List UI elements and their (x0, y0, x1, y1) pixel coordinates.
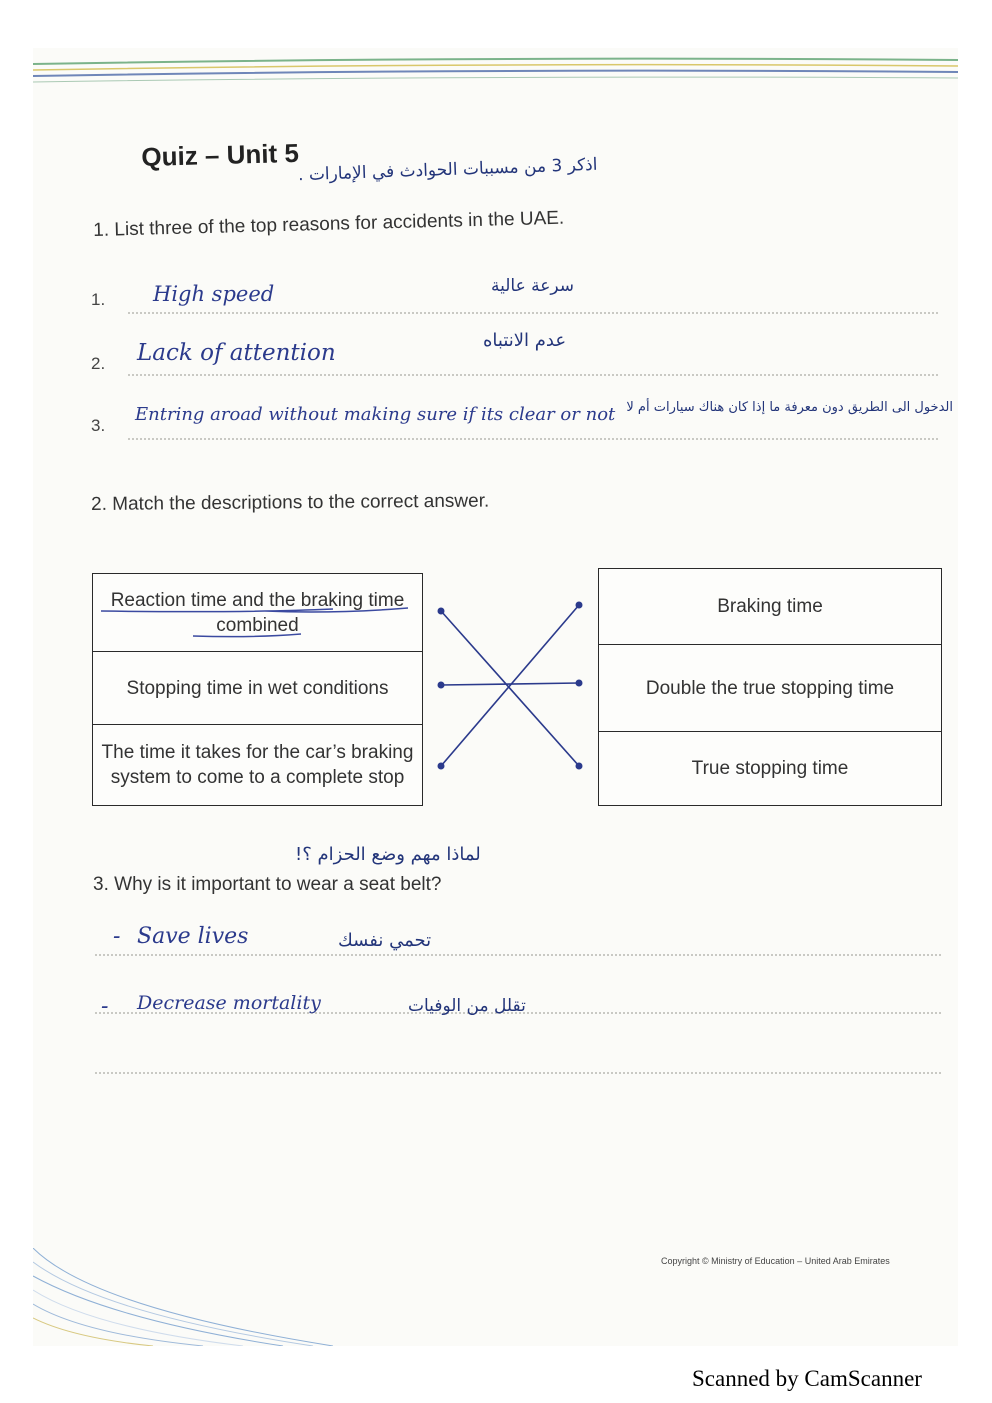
q3-answer-1-text: Save lives (137, 924, 249, 949)
match-dot-left-2 (438, 682, 445, 689)
description-1: Reaction time and the braking time combined (110, 589, 405, 636)
match-dot-right-3 (576, 602, 583, 609)
q3-answer-2-arabic: تقلل من الوفيات (408, 996, 526, 1016)
match-dot-left-1 (438, 608, 445, 615)
q3-answer-2-text: Decrease mortality (137, 992, 321, 1014)
match-dot-left-3 (438, 763, 445, 770)
question-3-text: Why is it important to wear a seat belt? (114, 874, 442, 895)
question-3-arabic-note: لماذا مهم وضع الحزام ؟! (295, 844, 481, 865)
scanner-watermark: Scanned by CamScanner (692, 1366, 922, 1391)
title-arabic-note: اذكر 3 من مسببات الحوادث في الإمارات . (297, 154, 598, 186)
answer-1-text: High speed (153, 282, 275, 306)
answer-3-number: 3. (91, 416, 106, 435)
q3-answer-1-arabic: تحمي نفسك (338, 930, 432, 951)
answer-2-arabic: عدم الانتباه (483, 330, 567, 351)
worksheet-page (33, 48, 958, 1346)
question-3 (93, 874, 442, 896)
matching-lines (33, 48, 958, 1346)
answer-3-arabic-text: الدخول الى الطريق دون معرفة ما إذا كان هناك سيارات أم لا (626, 400, 953, 415)
q3-answer-1-bullet: - (113, 924, 121, 949)
answer-line-q3-1 (95, 954, 941, 956)
corner-decoration (33, 1248, 333, 1346)
question-3-number: 3. (93, 874, 109, 895)
description-2: Stopping time in wet conditions (93, 651, 422, 724)
answer-2-text: Lack of attention (137, 340, 336, 366)
match-dot-right-2 (576, 680, 583, 687)
question-1-text: List three of the top reasons for accidents in the UAE. (114, 207, 565, 241)
copyright-notice: Copyright © Ministry of Education – United Arab Emirates (661, 1256, 890, 1266)
description-3: The time it takes for the car’s braking system to come to a complete stop (93, 724, 422, 805)
page-title: Quiz – Unit 5 (141, 137, 300, 172)
question-1-number: 1. (93, 219, 110, 241)
match-dot-right-1 (576, 763, 583, 770)
q3-answer-2-bullet: - (101, 994, 109, 1019)
option-1: Braking time (717, 596, 823, 617)
answer-2-number: 2. (91, 354, 106, 373)
option-2: Double the true stopping time (599, 644, 941, 731)
question-2-number: 2. (91, 493, 108, 515)
match-line-group (438, 602, 583, 770)
answer-3-text: Entring aroad without making sure if its clear or not (135, 404, 616, 425)
answer-1-arabic: سرعة عالية (491, 276, 575, 296)
underline-mark (101, 608, 408, 637)
question-2-text: Match the descriptions to the correct answer. (112, 490, 490, 515)
answer-1-number: 1. (91, 290, 106, 309)
answer-line-q3-3 (95, 1072, 941, 1074)
option-3: True stopping time (599, 731, 941, 805)
